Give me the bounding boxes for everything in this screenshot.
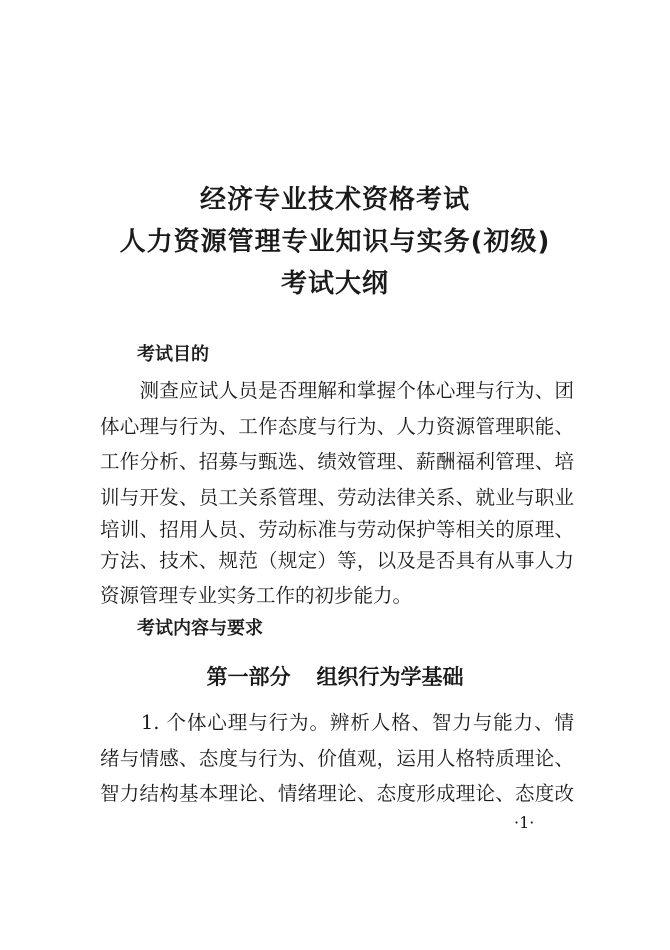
document-title-line-3: 考试大纲 [280,269,389,299]
document-title-line-1: 经济专业技术资格考试 [199,185,470,215]
section-heading-content: 考试内容与要求 [137,618,263,639]
item1-line: 绪与情感、态度与行为、价值观，运用人格特质理论、 [100,747,574,770]
purpose-line: 培训、招用人员、劳动标准与劳动保护等相关的原理、 [100,518,574,541]
part-name: 组织行为学基础 [316,665,464,689]
document-title-line-2: 人力资源管理专业知识与实务(初级) [119,227,551,257]
item1-line: 1. 个体心理与行为。辨析人格、智力与能力、情 [100,711,574,734]
part-number: 第一部分 [206,665,291,689]
item1-line: 智力结构基本理论、情绪理论、态度形成理论、态度改 [100,782,574,805]
purpose-line: 方法、技术、规范（规定）等，以及是否具有从事人力 [100,549,574,572]
section-heading-purpose: 考试目的 [137,344,209,365]
page-number: ·1· [514,813,535,832]
purpose-line: 资源管理专业实务工作的初步能力。 [100,584,413,607]
purpose-line: 测查应试人员是否理解和掌握个体心理与行为、团 [100,379,574,402]
purpose-line: 体心理与行为、工作态度与行为、人力资源管理职能、 [100,415,574,438]
purpose-line: 训与开发、员工关系管理、劳动法律关系、就业与职业 [100,486,574,509]
purpose-line: 工作分析、招募与甄选、绩效管理、薪酬福利管理、培 [100,450,574,473]
part-title [0,663,670,691]
